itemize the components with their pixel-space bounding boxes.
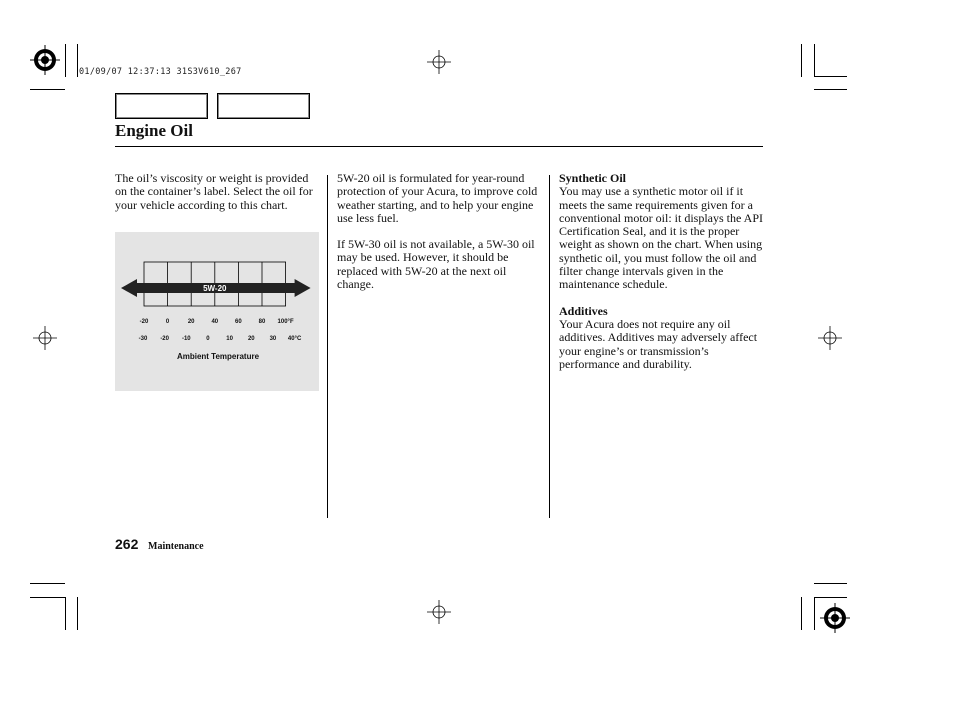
crosshair-icon [818,326,842,350]
additives-paragraph: Your Acura does not require any oil additives. Additives may adversely affect your engine’s or transmission’s performance and durability. [559,316,758,371]
fahrenheit-tick-label: 80 [258,319,266,325]
additives-heading: Additives [559,303,608,318]
fahrenheit-tick-label: -20 [139,319,149,325]
column-divider [549,175,550,518]
viscosity-paragraph: The oil’s viscosity or weight is provided on the container’s label. Select the oil for your vehicle according to this chart. [115,171,313,212]
viscosity-chart-svg [115,232,319,391]
celsius-tick-label: 0 [206,336,210,342]
celsius-tick-label: -10 [181,336,191,342]
celsius-tick-label: 10 [226,336,233,342]
fahrenheit-tick-label: 0 [165,319,170,325]
column-3 [559,172,771,371]
title-rule [115,146,763,147]
registration-target-icon [820,603,850,633]
fahrenheit-tick-label: 60 [235,319,242,325]
celsius-tick-label: 20 [247,336,255,342]
header-tab-box [115,93,208,119]
celsius-tick-label: 30 [269,336,277,342]
column-divider [327,175,328,518]
print-timestamp: 01/09/07 12:37:13 31S3V610_267 [79,67,242,77]
celsius-tick-label: -20 [160,336,169,342]
5w30-paragraph: If 5W-30 oil is not available, a 5W-30 oil may be used. However, it should be replaced with 5W-20 at the next oil change. [337,237,535,292]
registration-target-icon [30,45,60,75]
crosshair-icon [427,50,451,74]
grade-bar-label: 5W-20 [203,284,227,293]
fahrenheit-tick-label: 100°F [277,319,294,325]
fahrenheit-tick-label: 20 [187,319,195,325]
synthetic-oil-heading: Synthetic Oil [559,171,627,185]
chart-axis-label: Ambient Temperature [176,352,260,361]
page-number: 262 [115,536,139,552]
fahrenheit-tick-label: 40 [211,319,219,325]
section-name: Maintenance [148,541,204,552]
page-title: Engine Oil [115,121,193,140]
column-1 [115,172,315,212]
celsius-tick-label: 40°C [287,336,302,342]
synthetic-oil-paragraph: You may use a synthetic motor oil if it meets the same requirements given for a conventional motor oil: it displays the API Certification Seal, and it is the proper weight as shown on the chart. When using synthetic oil, you must follow the oil and filter change intervals given in the maintenance schedule. [559,184,763,292]
5w20-paragraph: 5W-20 oil is formulated for year-round protection of your Acura, to improve cold weather starting, and to help your engine use less fuel. [337,171,538,225]
crosshair-icon [427,600,451,624]
celsius-tick-label: -30 [138,336,148,342]
column-2 [337,172,542,291]
oil-viscosity-chart [115,232,319,391]
crosshair-icon [33,326,57,350]
header-tab-box [217,93,310,119]
